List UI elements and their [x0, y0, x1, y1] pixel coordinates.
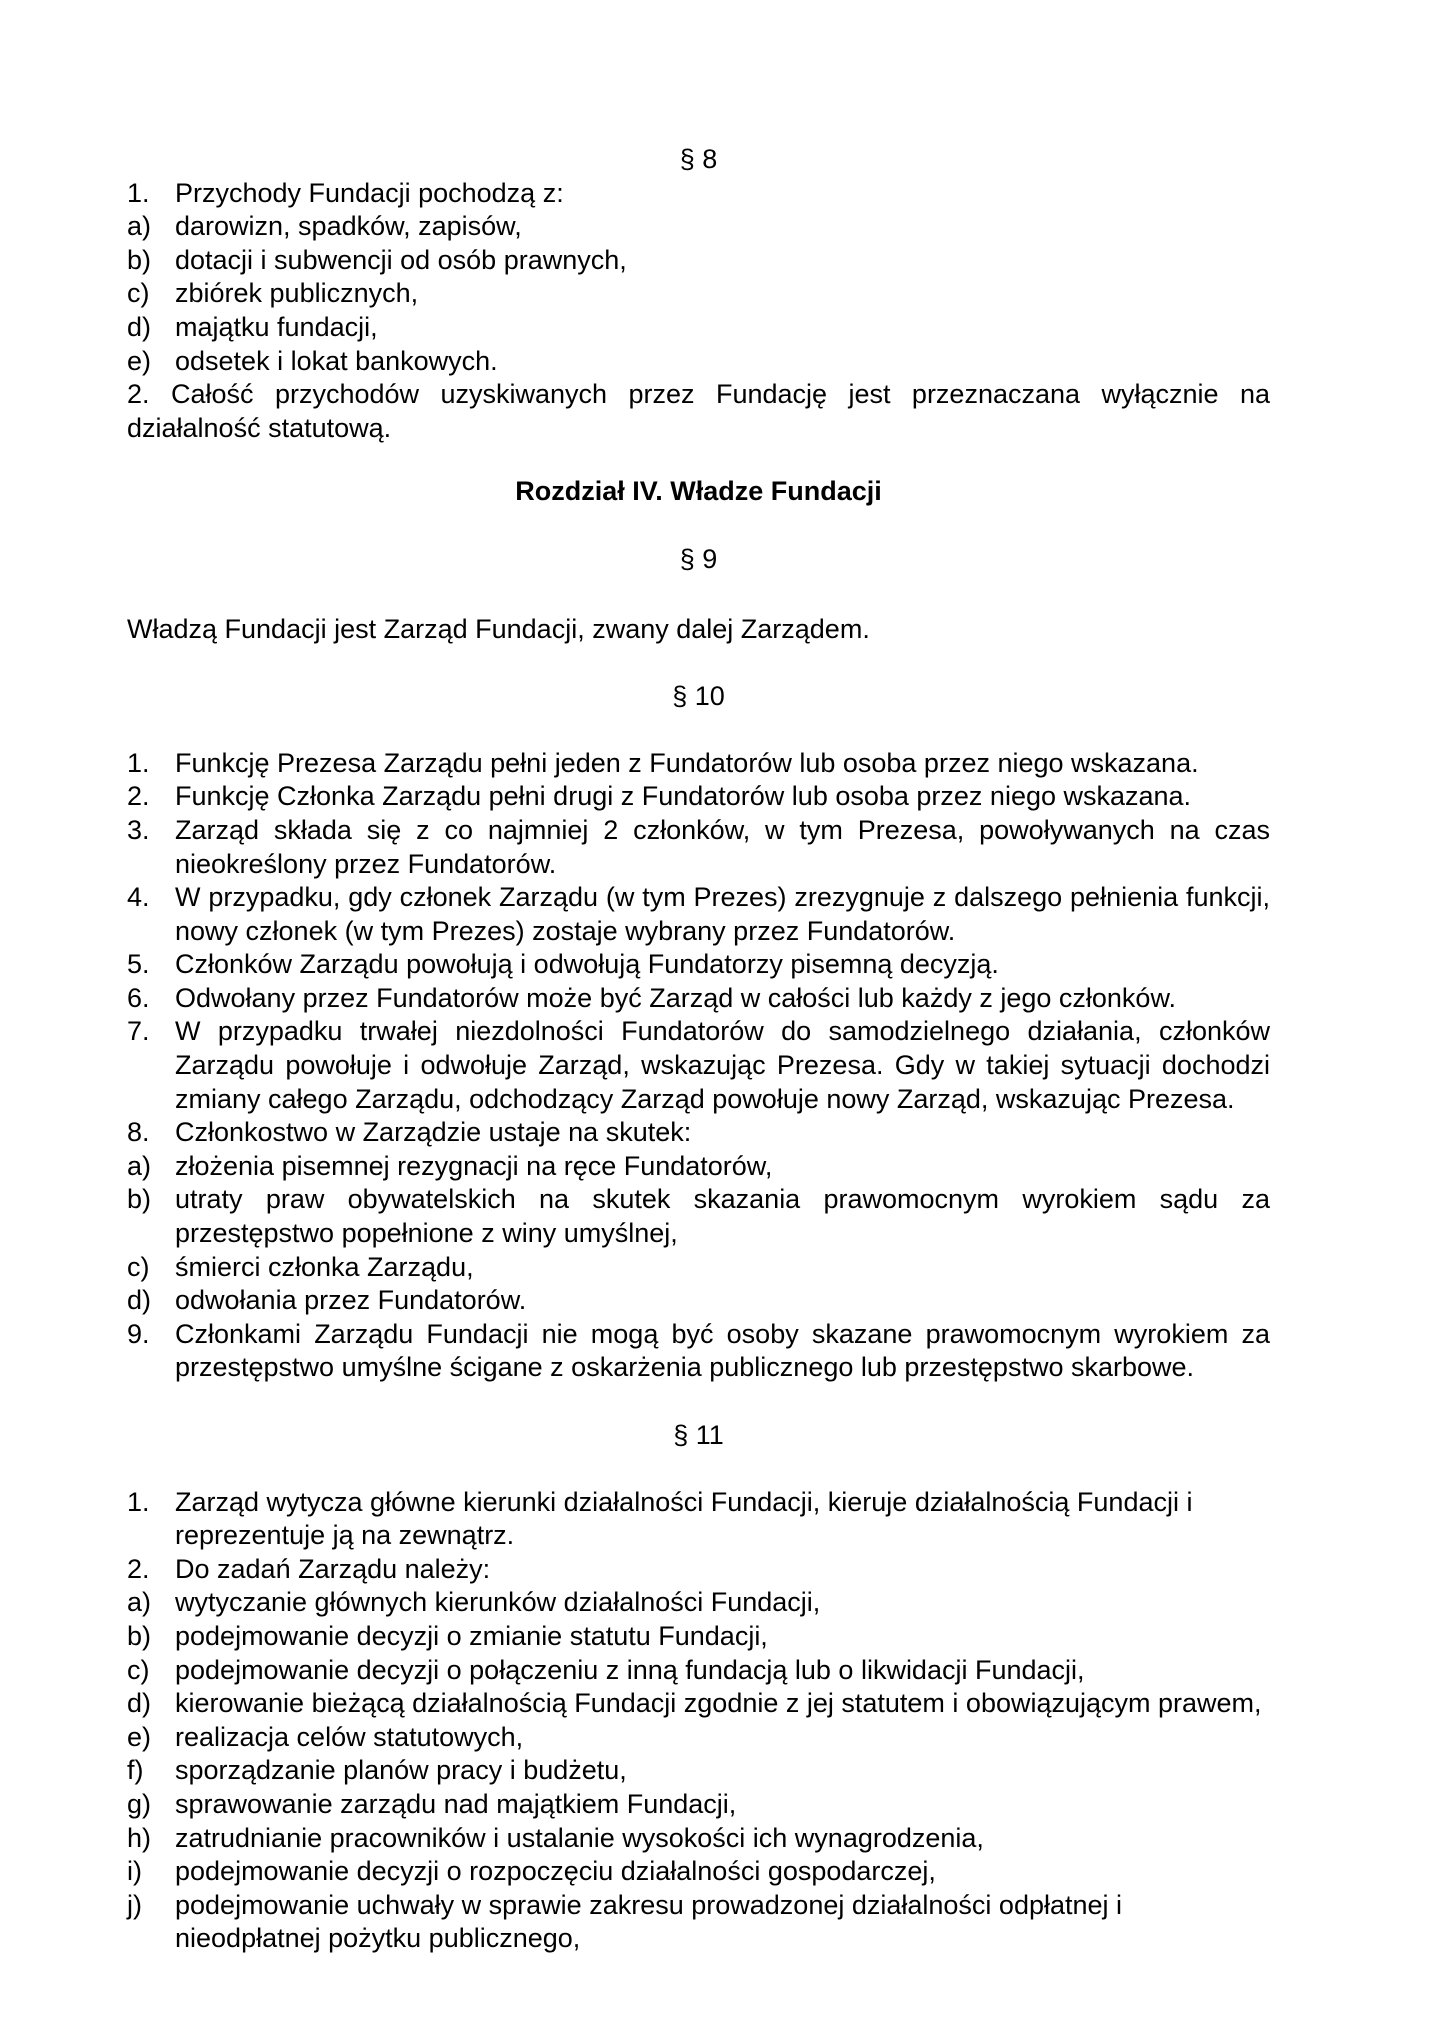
list-item: [127, 1889, 1270, 1956]
list-item: [127, 1015, 1270, 1116]
list-marker: c): [127, 278, 150, 309]
list-item: [127, 1620, 1270, 1654]
list-text: Odwołany przez Fundatorów może być Zarząd w całości lub każdy z jego członków.: [175, 982, 1176, 1013]
list-item: [127, 277, 1270, 311]
list-item: [127, 1486, 1270, 1553]
list-item: [127, 1553, 1270, 1587]
list-text: podejmowanie decyzji o rozpoczęciu działalności gospodarczej,: [175, 1856, 936, 1887]
list-item: [127, 1284, 1270, 1318]
section-8-list: [127, 177, 1270, 379]
list-marker: 2.: [127, 781, 150, 812]
list-marker: 2.: [127, 379, 150, 410]
list-item: [127, 210, 1270, 244]
list-text: zatrudnianie pracowników i ustalanie wysokości ich wynagrodzenia,: [175, 1822, 984, 1853]
list-item: [127, 1822, 1270, 1856]
list-text: W przypadku, gdy członek Zarządu (w tym Prezes) zrezygnuje z dalszego pełnienia funkcji, nowy członek (w tym Prezes) zostaje wybrany przez Fundatorów.: [175, 882, 1270, 946]
list-text: sporządzanie planów pracy i budżetu,: [175, 1755, 627, 1786]
list-item: [127, 177, 1270, 211]
list-marker: e): [127, 1721, 152, 1752]
list-item: [127, 982, 1270, 1016]
list-text: W przypadku trwałej niezdolności Fundatorów do samodzielnego działania, członków Zarządu powołuje i odwołuje Zarząd, wskazując Prezesa. Gdy w takiej sytuacji dochodzi zmiany całego Zarządu, odchodzący Zarząd powołuje nowy Zarząd, wskazując Prezesa.: [175, 1016, 1270, 1114]
list-item: [127, 1318, 1270, 1385]
list-marker: 1.: [127, 1486, 150, 1517]
section-8-heading: § 8: [679, 144, 718, 174]
section-9-heading: § 9: [679, 543, 718, 574]
list-text: Członkostwo w Zarządzie ustaje na skutek:: [175, 1117, 692, 1148]
list-marker: 1.: [127, 747, 150, 778]
list-item: [127, 1788, 1270, 1822]
list-text: Zarząd składa się z co najmniej 2 członków, w tym Prezesa, powoływanych na czas nieokreślony przez Fundatorów.: [175, 814, 1270, 879]
list-text: Członków Zarządu powołują i odwołują Fundatorzy pisemną decyzją.: [175, 949, 999, 980]
list-item: [127, 814, 1270, 881]
list-text: wytyczanie głównych kierunków działalności Fundacji,: [175, 1587, 821, 1618]
list-text: Zarząd wytycza główne kierunki działalności Fundacji, kieruje działalnością Fundacji i reprezentuje ją na zewnątrz.: [175, 1486, 1193, 1551]
list-marker: j): [127, 1889, 142, 1920]
list-marker: 6.: [127, 982, 150, 1013]
list-item: [127, 1654, 1270, 1688]
list-text: darowizn, spadków, zapisów,: [175, 211, 522, 242]
list-text: dotacji i subwencji od osób prawnych,: [175, 244, 627, 275]
list-item: [127, 244, 1270, 278]
list-item: [127, 1687, 1270, 1721]
list-marker: c): [127, 1654, 150, 1685]
list-text: odsetek i lokat bankowych.: [175, 345, 498, 376]
list-text: śmierci członka Zarządu,: [175, 1251, 474, 1282]
section-10-heading: § 10: [672, 681, 725, 712]
section-11-list: [127, 1486, 1270, 1956]
list-text: Funkcję Prezesa Zarządu pełni jeden z Fundatorów lub osoba przez niego wskazana.: [175, 747, 1199, 778]
list-marker: g): [127, 1788, 152, 1819]
list-marker: 3.: [127, 814, 150, 845]
list-text: Do zadań Zarządu należy:: [175, 1553, 491, 1584]
list-text: Członkami Zarządu Fundacji nie mogą być osoby skazane prawomocnym wyrokiem za przestępstwo umyślne ścigane z oskarżenia publicznego lub przestępstwo skarbowe.: [175, 1318, 1270, 1383]
list-marker: e): [127, 345, 152, 376]
list-marker: 7.: [127, 1016, 150, 1047]
list-text: majątku fundacji,: [175, 311, 378, 342]
list-text: podejmowanie decyzji o połączeniu z inną fundacją lub o likwidacji Fundacji,: [175, 1654, 1085, 1685]
list-marker: 1.: [127, 177, 150, 208]
list-marker: b): [127, 1184, 152, 1215]
section-8-closing-paragraph: [127, 378, 1270, 445]
list-marker: 9.: [127, 1318, 150, 1349]
list-marker: b): [127, 1620, 152, 1651]
list-text: podejmowanie uchwały w sprawie zakresu prowadzonej działalności odpłatnej i nieodpłatnej pożytku publicznego,: [175, 1889, 1123, 1954]
list-item: [127, 780, 1270, 814]
list-marker: b): [127, 244, 152, 275]
list-text: odwołania przez Fundatorów.: [175, 1285, 527, 1316]
list-item: [127, 747, 1270, 781]
list-text: sprawowanie zarządu nad majątkiem Fundacji,: [175, 1788, 737, 1819]
list-marker: i): [127, 1856, 142, 1887]
list-item: [127, 1754, 1270, 1788]
list-text: zbiórek publicznych,: [175, 278, 419, 309]
list-text: złożenia pisemnej rezygnacji na ręce Fundatorów,: [175, 1150, 773, 1181]
list-item: [127, 311, 1270, 345]
list-text: kierowanie bieżącą działalnością Fundacji zgodnie z jej statutem i obowiązującym prawem,: [175, 1688, 1262, 1719]
list-item: [127, 1183, 1270, 1250]
list-item: [127, 1721, 1270, 1755]
list-text: Przychody Fundacji pochodzą z:: [175, 177, 564, 208]
list-text: realizacja celów statutowych,: [175, 1721, 524, 1752]
list-text: podejmowanie decyzji o zmianie statutu Fundacji,: [175, 1620, 768, 1651]
list-item: [127, 1586, 1270, 1620]
section-11-heading: § 11: [673, 1420, 724, 1450]
list-marker: c): [127, 1251, 150, 1282]
list-marker: 5.: [127, 949, 150, 980]
list-marker: h): [127, 1822, 152, 1853]
list-marker: f): [127, 1755, 144, 1786]
chapter-heading: Rozdział IV. Władze Fundacji: [515, 476, 882, 507]
list-marker: d): [127, 1285, 152, 1316]
list-item: [127, 1150, 1270, 1184]
list-marker: d): [127, 1688, 152, 1719]
list-item: [127, 948, 1270, 982]
list-item: [127, 881, 1270, 948]
list-item: [127, 345, 1270, 379]
list-item: [127, 1855, 1270, 1889]
list-marker: 4.: [127, 882, 150, 913]
list-marker: d): [127, 311, 152, 342]
list-item: [127, 1116, 1270, 1150]
section-10-list: [127, 747, 1270, 1385]
list-marker: a): [127, 211, 152, 242]
list-text: Funkcję Członka Zarządu pełni drugi z Fundatorów lub osoba przez niego wskazana.: [175, 781, 1192, 812]
list-marker: 2.: [127, 1553, 150, 1584]
section-9-body: Władzą Fundacji jest Zarząd Fundacji, zwany dalej Zarządem.: [127, 613, 870, 644]
list-marker: 8.: [127, 1117, 150, 1148]
list-item: [127, 1251, 1270, 1285]
paragraph-text: Całość przychodów uzyskiwanych przez Fundację jest przeznaczana wyłącznie na działalność statutową.: [127, 379, 1270, 443]
list-marker: a): [127, 1150, 152, 1181]
list-text: utraty praw obywatelskich na skutek skazania prawomocnym wyrokiem sądu za przestępstwo popełnione z winy umyślnej,: [175, 1184, 1270, 1249]
list-marker: a): [127, 1587, 152, 1618]
